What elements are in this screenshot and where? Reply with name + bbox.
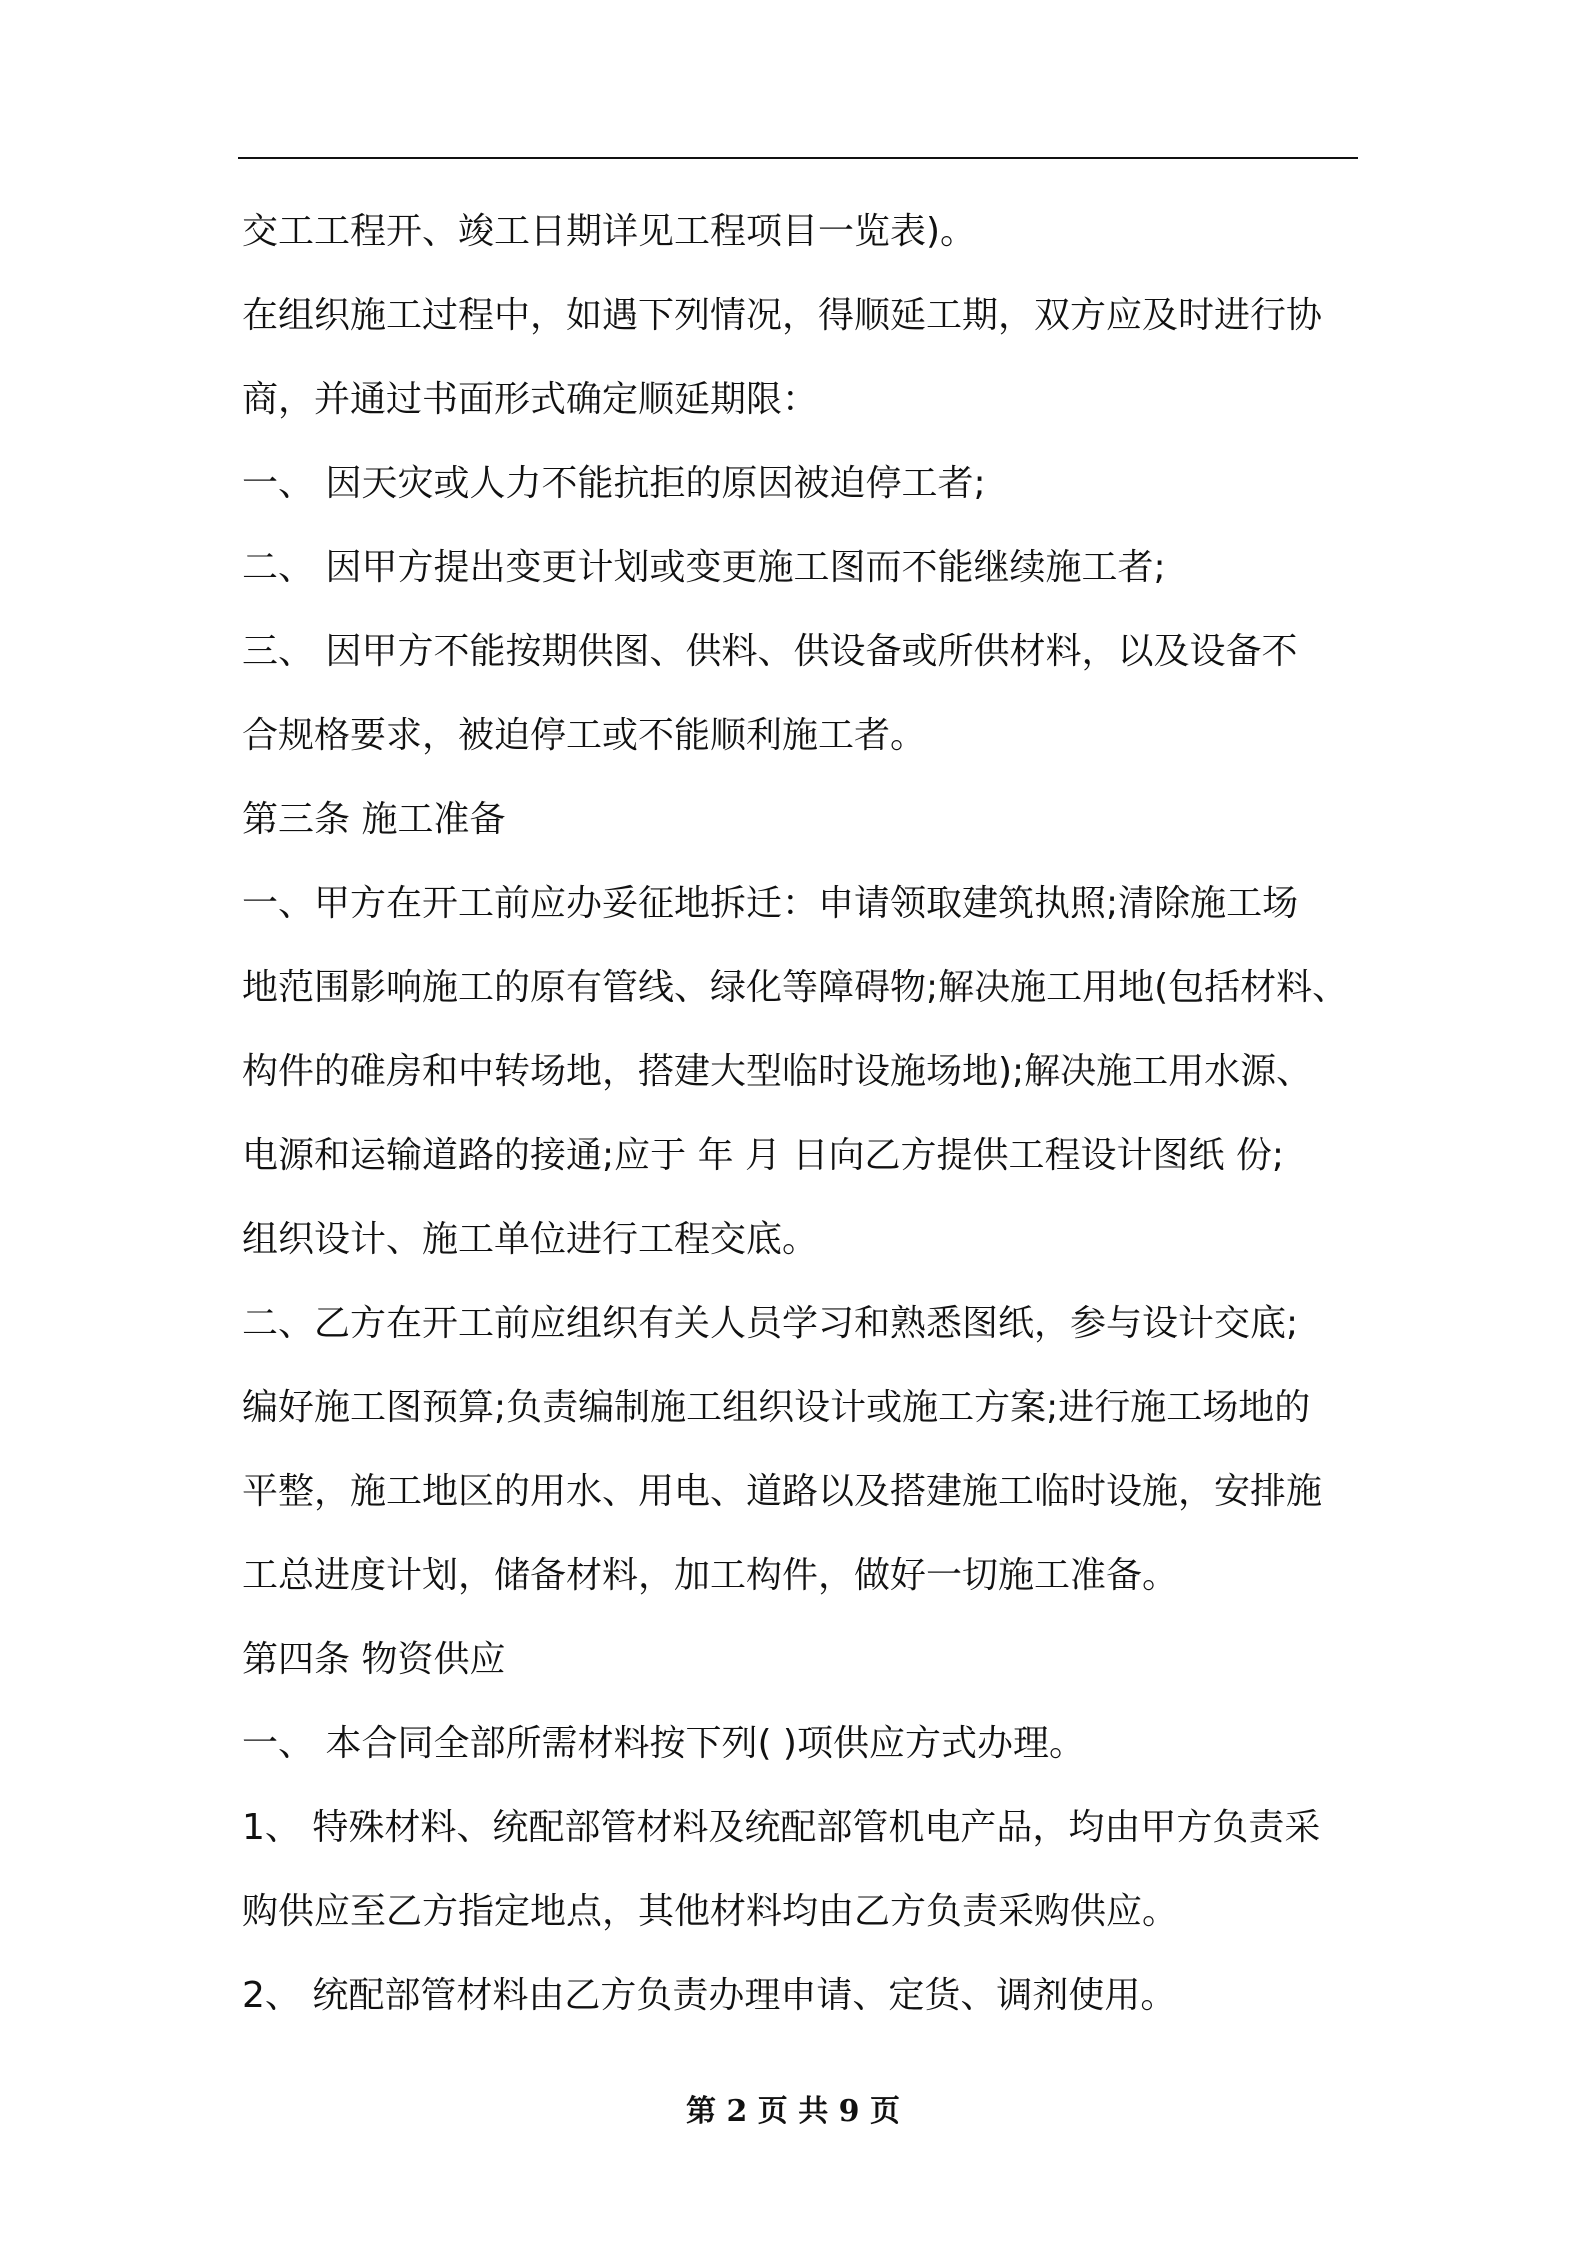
text-line: 组织设计、施工单位进行工程交底。 [242, 1219, 819, 1260]
list-item: 一、 因天灾或人力不能抗拒的原因被迫停工者; [242, 463, 986, 504]
text-line: 地范围影响施工的原有管线、绿化等障碍物;解决施工用地(包括材料、 [242, 967, 1349, 1008]
text-line: 购供应至乙方指定地点，其他材料均由乙方负责采购供应。 [242, 1891, 1179, 1932]
text-line: 在组织施工过程中，如遇下列情况，得顺延工期，双方应及时进行协 [242, 295, 1323, 336]
header-rule [238, 157, 1358, 159]
document-body [242, 190, 1372, 2038]
text-line: 一、甲方在开工前应办妥征地拆迁：申请领取建筑执照;清除施工场 [242, 883, 1299, 924]
list-item: 一、 本合同全部所需材料按下列( )项供应方式办理。 [242, 1723, 1085, 1764]
section-heading: 第四条 物资供应 [242, 1639, 506, 1680]
page-number: 第 2 页 共 9 页 [686, 2094, 900, 2129]
text-line: 平整，施工地区的用水、用电、道路以及搭建施工临时设施，安排施 [242, 1471, 1323, 1512]
list-item: 1、 特殊材料、统配部管材料及统配部管机电产品，均由甲方负责采 [242, 1807, 1321, 1848]
text-line: 二、乙方在开工前应组织有关人员学习和熟悉图纸，参与设计交底; [242, 1303, 1299, 1344]
list-item: 2、 统配部管材料由乙方负责办理申请、定货、调剂使用。 [242, 1975, 1177, 2016]
list-item: 二、 因甲方提出变更计划或变更施工图而不能继续施工者; [242, 547, 1166, 588]
text-line: 构件的碓房和中转场地，搭建大型临时设施场地);解决施工用水源、 [242, 1051, 1313, 1092]
text-line: 商，并通过书面形式确定顺延期限： [242, 379, 819, 420]
section-heading: 第三条 施工准备 [242, 799, 506, 840]
text-line: 工总进度计划，储备材料，加工构件，做好一切施工准备。 [242, 1555, 1179, 1596]
text-line: 合规格要求，被迫停工或不能顺利施工者。 [242, 715, 927, 756]
text-line: 交工工程开、竣工日期详见工程项目一览表)。 [242, 211, 977, 252]
text-line: 电源和运输道路的接通;应于 年 月 日向乙方提供工程设计图纸 份; [242, 1135, 1285, 1176]
list-item: 三、 因甲方不能按期供图、供料、供设备或所供材料，以及设备不 [242, 631, 1298, 672]
text-line: 编好施工图预算;负责编制施工组织设计或施工方案;进行施工场地的 [242, 1387, 1311, 1428]
